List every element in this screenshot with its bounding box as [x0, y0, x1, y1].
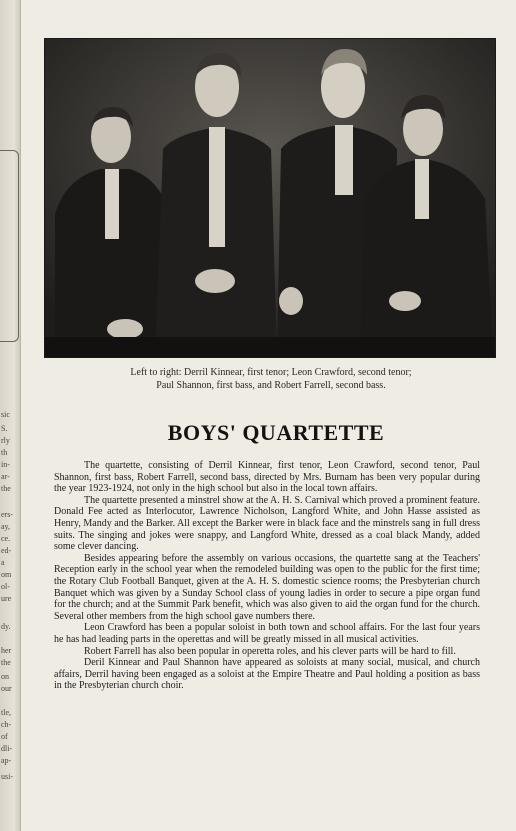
- margin-text-fragment: ay,: [1, 522, 11, 531]
- paragraph: Besides appearing before the assembly on various occasions, the quartette sang at the Teachers' Reception early in the school year when the remodeled building was open to the public for the first time; the Rotary Club Football Banquet, given at the A. H. S. domestic science rooms; the Presbyterian church Banquet which was given by a Sunday School class of young ladies in order to secure a pipe organ fund for the church; and at the Summit Park benefit, which was also given to aid the organ fund for the church. Several other members from the high school gave numbers there.: [54, 552, 480, 622]
- margin-text-fragment: of: [1, 732, 8, 741]
- article-body: [54, 460, 480, 692]
- margin-text-fragment: dli-: [1, 744, 13, 753]
- paragraph: Robert Farrell has also been popular in operetta roles, and his clever parts will be hard to fill.: [84, 645, 456, 657]
- caption-line: Left to right: Derril Kinnear, first tenor; Leon Crawford, second tenor;: [130, 367, 412, 378]
- margin-text-fragment: ers-: [1, 510, 13, 519]
- margin-text-fragment: th: [1, 448, 8, 457]
- decorative-border-ornament: [0, 150, 19, 342]
- margin-text-fragment: ce.: [1, 534, 11, 543]
- paragraph: Deril Kinnear and Paul Shannon have appeared as soloists at many social, musical, and church affairs, Derril having been engaged as a soloist at the Empire Theatre and Paul holding a position as bass in the Presbyterian church choir.: [54, 657, 480, 692]
- margin-text-fragment: her: [1, 646, 12, 655]
- margin-text-fragment: our: [1, 684, 12, 693]
- caption-line: Paul Shannon, first bass, and Robert Farrell, second bass.: [156, 380, 386, 391]
- margin-text-fragment: a: [1, 558, 5, 567]
- margin-text-fragment: sic: [1, 410, 10, 419]
- margin-text-fragment: om: [1, 570, 12, 579]
- margin-text-fragment: ch-: [1, 720, 12, 729]
- page-title: BOYS' QUARTETTE: [167, 420, 385, 445]
- margin-text-fragment: ar-: [1, 472, 10, 481]
- photo-caption: [56, 366, 486, 392]
- paragraph: The quartette, consisting of Derril Kinnear, first tenor, Leon Crawford, second tenor, Paul Shannon, first bass, Robert Farrell, second bass, directed by Mrs. Burnam has been very popular during the year 1923-1924, not only in the high school but also in the local town affairs.: [54, 460, 480, 495]
- margin-text-fragment: S.: [1, 424, 8, 433]
- paragraph: Leon Crawford has been a popular soloist in both town and school affairs. For the last four years he has had leading parts in the operettas and will be greatly missed in all musical activities.: [54, 622, 480, 645]
- margin-text-fragment: usi-: [1, 772, 13, 781]
- quartette-photo-illustration: [45, 39, 495, 357]
- margin-text-fragment: ap-: [1, 756, 12, 765]
- margin-text-fragment: ure: [1, 594, 12, 603]
- quartette-photograph: [44, 38, 496, 358]
- margin-text-fragment: ed-: [1, 546, 12, 555]
- margin-text-fragment: rly: [1, 436, 10, 445]
- margin-text-fragment: ol-: [1, 582, 10, 591]
- margin-text-fragment: the: [1, 484, 11, 493]
- paragraph: The quartette presented a minstrel show at the A. H. S. Carnival which proved a prominent feature. Donald Fee acted as Interlocutor, Lawrence Nicholson, Langford White, and John Hasse assisted as Henry, Mandy and the Barker. All except the Barker were in black face and the minstrels sang in full dress suits. The singing and jokes were snappy, and Langford White, dressed as a coal black Mandy, added some clever dancing.: [54, 494, 480, 553]
- margin-text-fragment: dy.: [1, 622, 11, 631]
- adjacent-page-edge: [0, 0, 21, 831]
- margin-text-fragment: the: [1, 658, 11, 667]
- margin-text-fragment: on: [1, 672, 9, 681]
- margin-text-fragment: in-: [1, 460, 10, 469]
- margin-text-fragment: tle,: [1, 708, 11, 717]
